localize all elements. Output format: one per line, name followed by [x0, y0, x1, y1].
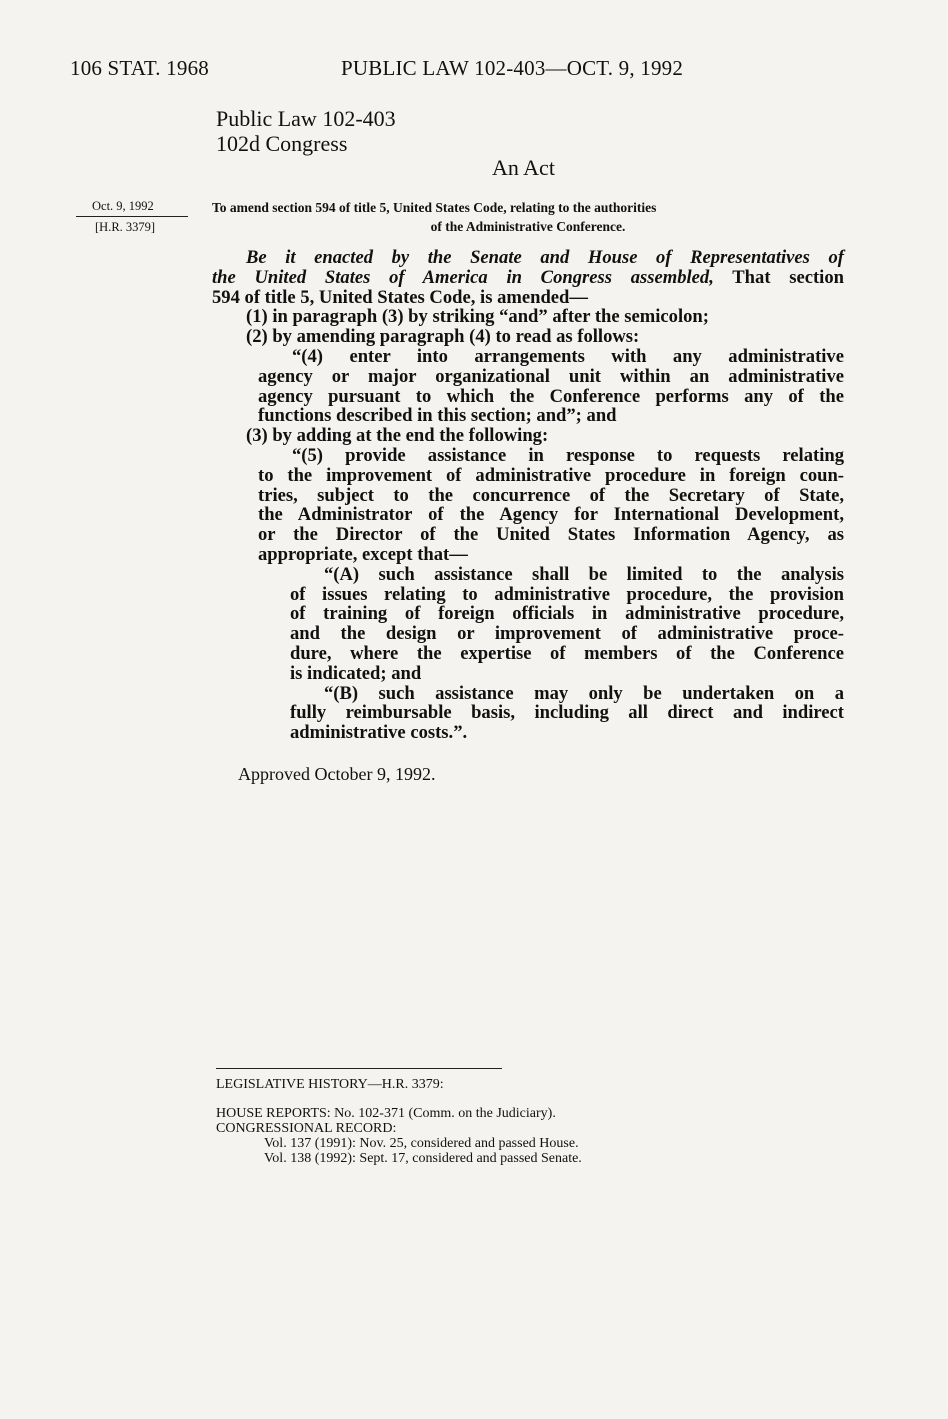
margin-divider	[76, 216, 188, 217]
new-paragraph-5: “(5) provide assistance in response to requests relating to the improvement of administrative procedure in foreign coun- tries, subject to the concurrence of the Secretary of State, the Administrator of the Agency for International Development, or the Director of the United States Information Agency, as appropriate, except that—	[258, 444, 844, 565]
congress-number: 102d Congress	[216, 131, 348, 156]
act-purpose	[212, 198, 844, 236]
legislative-history-rule	[216, 1068, 502, 1069]
subparagraph-a: “(A) such assistance shall be limited to the analysis of issues relating to administrative procedure, the provision of training of foreign officials in administrative procedure, and the design or improvement of administrative proce- dure, where the expertise of members of the Conference is indicated; and	[290, 563, 844, 684]
new-paragraph-4: “(4) enter into arrangements with any administrative agency or major organizational unit within an administrative agency pursuant to which the Conference performs any of the functions described in this section; and”; and	[258, 345, 844, 427]
running-title: PUBLIC LAW 102-403—OCT. 9, 1992	[341, 56, 684, 80]
house-reports: HOUSE REPORTS: No. 102-371 (Comm. on the Judiciary).	[216, 1106, 556, 1121]
purpose-line-1: To amend section 594 of title 5, United States Code, relating to the authorities	[212, 200, 657, 215]
public-law-number: Public Law 102-403	[216, 106, 396, 131]
enacting-clause-line-2: the United States of America in Congress assembled, That section	[212, 266, 844, 288]
act-heading: An Act	[492, 155, 555, 180]
subparagraph-b: “(B) such assistance may only be undertaken on a fully reimbursable basis, including all direct and indirect administrative costs.”.	[290, 682, 844, 744]
margin-date: Oct. 9, 1992	[92, 199, 154, 213]
approval-date: Approved October 9, 1992.	[238, 764, 436, 784]
record-volume-137: Vol. 137 (1991): Nov. 25, considered and passed House.	[264, 1136, 579, 1151]
record-volume-138: Vol. 138 (1992): Sept. 17, considered and passed Senate.	[264, 1151, 582, 1166]
amendment-paragraph-1: (1) in paragraph (3) by striking “and” after the semicolon;	[246, 306, 709, 328]
page-stat-number: 106 STAT. 1968	[70, 56, 209, 80]
amendment-paragraph-2: (2) by amending paragraph (4) to read as follows:	[246, 326, 640, 348]
amendment-paragraph-3: (3) by adding at the end the following:	[246, 425, 549, 447]
margin-bill-number: [H.R. 3379]	[95, 220, 156, 234]
act-body	[212, 248, 844, 743]
legislative-history-title: LEGISLATIVE HISTORY—H.R. 3379:	[216, 1077, 444, 1092]
enacting-clause-line-1: Be it enacted by the Senate and House of Representatives of	[246, 247, 844, 268]
purpose-line-2: of the Administrative Conference.	[430, 219, 626, 234]
congressional-record: CONGRESSIONAL RECORD:	[216, 1121, 397, 1136]
enacting-clause-line-3: 594 of title 5, United States Code, is amended—	[212, 286, 588, 308]
